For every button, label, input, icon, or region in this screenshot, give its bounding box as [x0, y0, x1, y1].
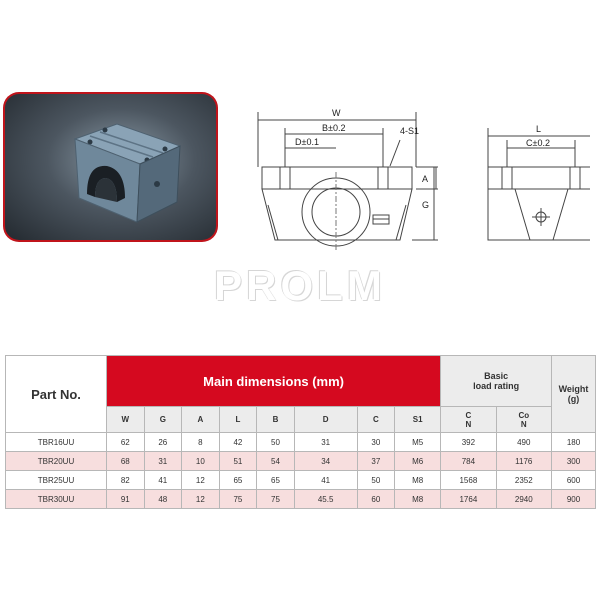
dim-label-a: A: [422, 174, 429, 184]
col-header-co-load: [496, 407, 551, 433]
table-cell: 30: [357, 433, 395, 452]
col-header-w: W: [107, 407, 145, 433]
table-cell: 50: [357, 471, 395, 490]
table-cell: 62: [107, 433, 145, 452]
table-cell: 45.5: [294, 490, 357, 509]
table-cell: 1176: [496, 452, 551, 471]
table-row: [6, 433, 596, 452]
table-cell: 60: [357, 490, 395, 509]
col-header-c: C: [357, 407, 395, 433]
table-cell: 1568: [441, 471, 496, 490]
weight-line1: Weight: [558, 384, 589, 394]
table-cell: M8: [395, 490, 441, 509]
table-cell: 10: [182, 452, 220, 471]
table-cell: 2352: [496, 471, 551, 490]
table-cell: 75: [219, 490, 257, 509]
dim-label-w: W: [332, 108, 341, 118]
table-row: [6, 452, 596, 471]
dim-label-d: D±0.1: [295, 137, 319, 147]
col-header-c-top: C: [465, 410, 472, 420]
table-cell: 42: [219, 433, 257, 452]
product-photo-frame: [3, 92, 218, 242]
table-cell: 65: [257, 471, 295, 490]
table-cell: 26: [144, 433, 182, 452]
table-cell: 65: [219, 471, 257, 490]
table-cell: 48: [144, 490, 182, 509]
col-header-s1: S1: [395, 407, 441, 433]
basic-load-rating-header: [441, 356, 552, 407]
table-cell: 31: [144, 452, 182, 471]
table-cell: 82: [107, 471, 145, 490]
part-no-header: Part No.: [6, 356, 107, 433]
table-cell: 37: [357, 452, 395, 471]
part-number-cell: TBR25UU: [6, 471, 107, 490]
part-number-cell: TBR30UU: [6, 490, 107, 509]
table-cell: 392: [441, 433, 496, 452]
col-header-b: B: [257, 407, 295, 433]
side-view-base: [488, 189, 590, 240]
table-cell: 12: [182, 471, 220, 490]
table-cell: 8: [182, 433, 220, 452]
part-number-cell: TBR20UU: [6, 452, 107, 471]
table-cell: 180: [552, 433, 596, 452]
weight-line2: (g): [567, 394, 580, 404]
basic-load-line1: Basic: [484, 371, 509, 381]
table-cell: 600: [552, 471, 596, 490]
table-cell: 91: [107, 490, 145, 509]
table-row: [6, 490, 596, 509]
table-cell: 490: [496, 433, 551, 452]
table-cell: 41: [294, 471, 357, 490]
part-number-cell: TBR16UU: [6, 433, 107, 452]
col-header-d: D: [294, 407, 357, 433]
dim-label-l: L: [536, 124, 542, 134]
col-header-a: A: [182, 407, 220, 433]
table-cell: 784: [441, 452, 496, 471]
table-cell: 900: [552, 490, 596, 509]
table-cell: M5: [395, 433, 441, 452]
technical-drawing: [240, 100, 590, 260]
dim-label-s1: 4-S1: [400, 126, 420, 136]
table-cell: 51: [219, 452, 257, 471]
table-cell: M6: [395, 452, 441, 471]
table-cell: 12: [182, 490, 220, 509]
table-cell: 68: [107, 452, 145, 471]
col-header-c-unit: N: [465, 419, 472, 429]
table-cell: 34: [294, 452, 357, 471]
dim-label-b: B±0.2: [322, 123, 346, 133]
col-header-l: L: [219, 407, 257, 433]
col-header-g: G: [144, 407, 182, 433]
col-header-co-top: Co: [518, 410, 530, 420]
dim-label-g: G: [422, 200, 430, 210]
basic-load-line2: load rating: [473, 381, 520, 391]
main-dimensions-header: Main dimensions (mm): [107, 356, 441, 407]
linear-bearing-block-image: [5, 94, 216, 240]
col-header-c-load: [441, 407, 496, 433]
table-row: [6, 471, 596, 490]
table-cell: 2940: [496, 490, 551, 509]
table-cell: 50: [257, 433, 295, 452]
table-cell: 75: [257, 490, 295, 509]
table-cell: 41: [144, 471, 182, 490]
dim-label-c: C±0.2: [526, 138, 550, 148]
product-photo: [5, 94, 216, 240]
table-cell: 1764: [441, 490, 496, 509]
spec-table: [5, 355, 596, 509]
col-header-co-unit: N: [520, 419, 527, 429]
side-view-top-block: [488, 167, 590, 189]
table-cell: 31: [294, 433, 357, 452]
table-cell: 300: [552, 452, 596, 471]
watermark: PROLM: [214, 262, 386, 309]
table-cell: 54: [257, 452, 295, 471]
weight-header: [552, 356, 596, 433]
table-cell: M8: [395, 471, 441, 490]
